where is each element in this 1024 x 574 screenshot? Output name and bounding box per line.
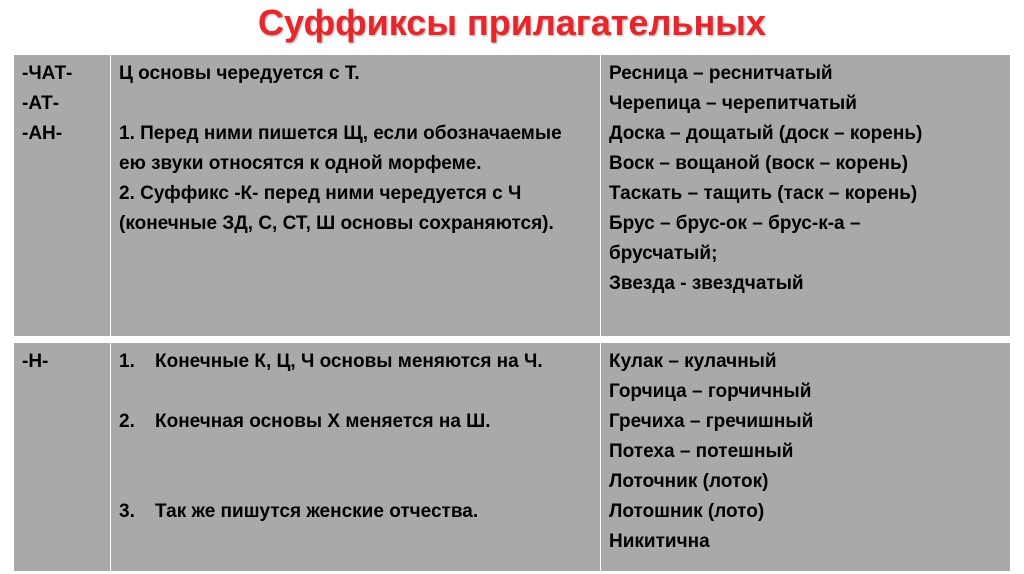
rule-text: Так же пишутся женские отчества. — [155, 501, 479, 522]
example-line: Никитична — [609, 531, 710, 552]
example-line: Черепица – черепитчатый — [609, 93, 857, 114]
table-row — [14, 55, 1011, 337]
table-row — [14, 343, 1011, 572]
example-line: Брус – брус-ок – брус-к-а – — [609, 213, 861, 234]
suffix-label: -АН- — [22, 123, 63, 144]
example-line: Потеха – потешный — [609, 441, 794, 462]
rule-intro: Ц основы чередуется с Т. — [119, 63, 360, 84]
example-line: Звезда - звездчатый — [609, 273, 804, 294]
list-number: 2. — [119, 411, 135, 432]
example-line: брусчатый; — [609, 243, 718, 264]
examples-cell — [601, 343, 1011, 572]
example-line: Таскать – тащить (таск – корень) — [609, 183, 918, 204]
rule-text: Конечная основы Х меняется на Ш. — [155, 411, 491, 432]
example-line: Ресница – реснитчатый — [609, 63, 833, 84]
rules-cell — [111, 55, 601, 337]
list-item — [119, 407, 592, 437]
example-line: Кулак – кулачный — [609, 351, 777, 372]
example-line: Воск – вощаной (воск – корень) — [609, 153, 909, 174]
example-line: Лоточник (лоток) — [609, 471, 769, 492]
examples-cell — [601, 55, 1011, 337]
suffix-table-chat-at-an — [13, 54, 1011, 337]
rules-list — [119, 347, 592, 527]
rule-item: 2. Суффикс -К- перед ними чередуется с Ч (конечные ЗД, С, СТ, Ш основы сохраняются). — [119, 183, 554, 234]
rule-text: Конечные К, Ц, Ч основы меняются на Ч. — [155, 351, 543, 372]
example-line: Лотошник (лото) — [609, 501, 765, 522]
rules-cell — [111, 343, 601, 572]
suffix-label: -Н- — [22, 351, 49, 372]
list-number: 3. — [119, 501, 135, 522]
rule-item: 1. Перед ними пишется Щ, если обозначаемые ею звуки относятся к одной морфеме. — [119, 123, 562, 174]
suffix-table-n — [13, 342, 1011, 572]
suffix-cell — [14, 55, 111, 337]
suffix-cell — [14, 343, 111, 572]
example-line: Доска – дощатый (доск – корень) — [609, 123, 923, 144]
suffix-label: -ЧАТ- — [22, 63, 73, 84]
suffix-label: -АТ- — [22, 93, 60, 114]
slide-title: Суффиксы прилагательных — [258, 2, 766, 43]
list-number: 1. — [119, 351, 135, 372]
example-line: Горчица – горчичный — [609, 381, 812, 402]
example-line: Гречиха – гречишный — [609, 411, 814, 432]
list-item — [119, 347, 592, 377]
list-item — [119, 497, 592, 527]
